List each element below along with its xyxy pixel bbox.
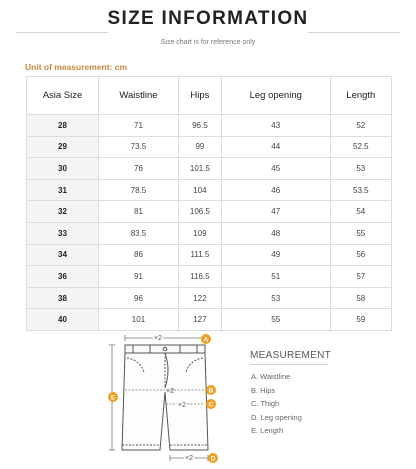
title-divider-right bbox=[308, 32, 400, 33]
thigh-multiplier: ×2 bbox=[178, 402, 186, 409]
svg-text:B: B bbox=[208, 387, 214, 395]
page-subtitle: Size chart is for reference only bbox=[160, 39, 256, 46]
list-item: B. Hips bbox=[251, 385, 276, 395]
table-cell: 34 bbox=[27, 244, 99, 266]
table-cell: 81 bbox=[99, 201, 179, 223]
table-cell: 29 bbox=[27, 136, 99, 158]
table-cell: 104 bbox=[178, 179, 221, 201]
table-row bbox=[27, 309, 392, 331]
shorts-outline bbox=[122, 345, 208, 450]
hips-multiplier: ×2 bbox=[166, 388, 174, 395]
shorts-diagram bbox=[100, 330, 230, 466]
table-cell: 49 bbox=[221, 244, 330, 266]
table-cell: 101 bbox=[99, 309, 179, 331]
marker-d bbox=[208, 453, 218, 463]
column-header: Waistline bbox=[99, 77, 179, 115]
table-cell: 46 bbox=[221, 179, 330, 201]
table-cell: 52 bbox=[330, 115, 391, 137]
table-cell: 109 bbox=[178, 222, 221, 244]
table-row bbox=[27, 287, 392, 309]
waist-multiplier: ×2 bbox=[154, 335, 162, 342]
marker-b bbox=[206, 385, 216, 395]
table-cell: 59 bbox=[330, 309, 391, 331]
table-cell: 122 bbox=[178, 287, 221, 309]
table-cell: 53 bbox=[330, 158, 391, 180]
table-cell: 127 bbox=[178, 309, 221, 331]
table-cell: 91 bbox=[99, 266, 179, 288]
svg-text:E: E bbox=[110, 394, 116, 402]
table-cell: 36 bbox=[27, 266, 99, 288]
table-row bbox=[27, 222, 392, 244]
list-item: A. Waistline bbox=[251, 372, 291, 381]
table-cell: 51 bbox=[221, 266, 330, 288]
table-cell: 73.5 bbox=[99, 136, 179, 158]
table-cell: 78.5 bbox=[99, 179, 179, 201]
table-cell: 54 bbox=[330, 201, 391, 223]
list-item: D. Leg opening bbox=[251, 412, 302, 422]
table-cell: 96 bbox=[99, 287, 179, 309]
measurement-divider bbox=[250, 364, 328, 365]
table-header-row bbox=[27, 77, 392, 115]
table-cell: 96.5 bbox=[178, 115, 221, 137]
table-cell: 83.5 bbox=[99, 222, 179, 244]
table-cell: 111.5 bbox=[178, 244, 221, 266]
svg-text:A: A bbox=[203, 336, 209, 344]
svg-text:C: C bbox=[208, 401, 214, 409]
table-cell: 101.5 bbox=[178, 158, 221, 180]
table-row bbox=[27, 115, 392, 137]
table-cell: 86 bbox=[99, 244, 179, 266]
page-title: SIZE INFORMATION bbox=[107, 8, 309, 29]
leg-opening-multiplier: ×2 bbox=[185, 455, 193, 462]
table-row bbox=[27, 266, 392, 288]
table-cell: 40 bbox=[27, 309, 99, 331]
table-cell: 55 bbox=[330, 222, 391, 244]
marker-c bbox=[206, 399, 216, 409]
column-header: Hips bbox=[178, 77, 221, 115]
list-item: C. Thigh bbox=[251, 399, 280, 408]
table-cell: 57 bbox=[330, 266, 391, 288]
table-cell: 52.5 bbox=[330, 136, 391, 158]
measurement-title: MEASUREMENT bbox=[250, 350, 332, 361]
svg-text:D: D bbox=[210, 455, 216, 463]
table-row bbox=[27, 201, 392, 223]
table-cell: 28 bbox=[27, 115, 99, 137]
column-header: Length bbox=[330, 77, 391, 115]
title-divider-left bbox=[16, 32, 108, 33]
table-cell: 33 bbox=[27, 222, 99, 244]
table-cell: 55 bbox=[221, 309, 330, 331]
unit-label: Unit of measurement: cm bbox=[25, 62, 128, 72]
table-cell: 58 bbox=[330, 287, 391, 309]
table-cell: 116.5 bbox=[178, 266, 221, 288]
table-cell: 99 bbox=[178, 136, 221, 158]
table-row bbox=[27, 179, 392, 201]
column-header: Leg opening bbox=[221, 77, 330, 115]
header bbox=[0, 0, 416, 52]
table-cell: 32 bbox=[27, 201, 99, 223]
table-cell: 71 bbox=[99, 115, 179, 137]
measurement-legend bbox=[251, 370, 302, 438]
table-cell: 56 bbox=[330, 244, 391, 266]
table-cell: 43 bbox=[221, 115, 330, 137]
table-cell: 53 bbox=[221, 287, 330, 309]
table-row bbox=[27, 136, 392, 158]
table-cell: 45 bbox=[221, 158, 330, 180]
marker-a bbox=[201, 334, 211, 344]
table-cell: 53.5 bbox=[330, 179, 391, 201]
table-cell: 76 bbox=[99, 158, 179, 180]
list-item: E. Length bbox=[251, 426, 284, 435]
table-row bbox=[27, 244, 392, 266]
table-cell: 44 bbox=[221, 136, 330, 158]
table-cell: 38 bbox=[27, 287, 99, 309]
table-row bbox=[27, 158, 392, 180]
table-cell: 30 bbox=[27, 158, 99, 180]
table-cell: 106.5 bbox=[178, 201, 221, 223]
column-header: Asia Size bbox=[27, 77, 99, 115]
size-table bbox=[26, 76, 392, 331]
table-cell: 31 bbox=[27, 179, 99, 201]
table-cell: 48 bbox=[221, 222, 330, 244]
table-cell: 47 bbox=[221, 201, 330, 223]
marker-e bbox=[108, 392, 118, 402]
